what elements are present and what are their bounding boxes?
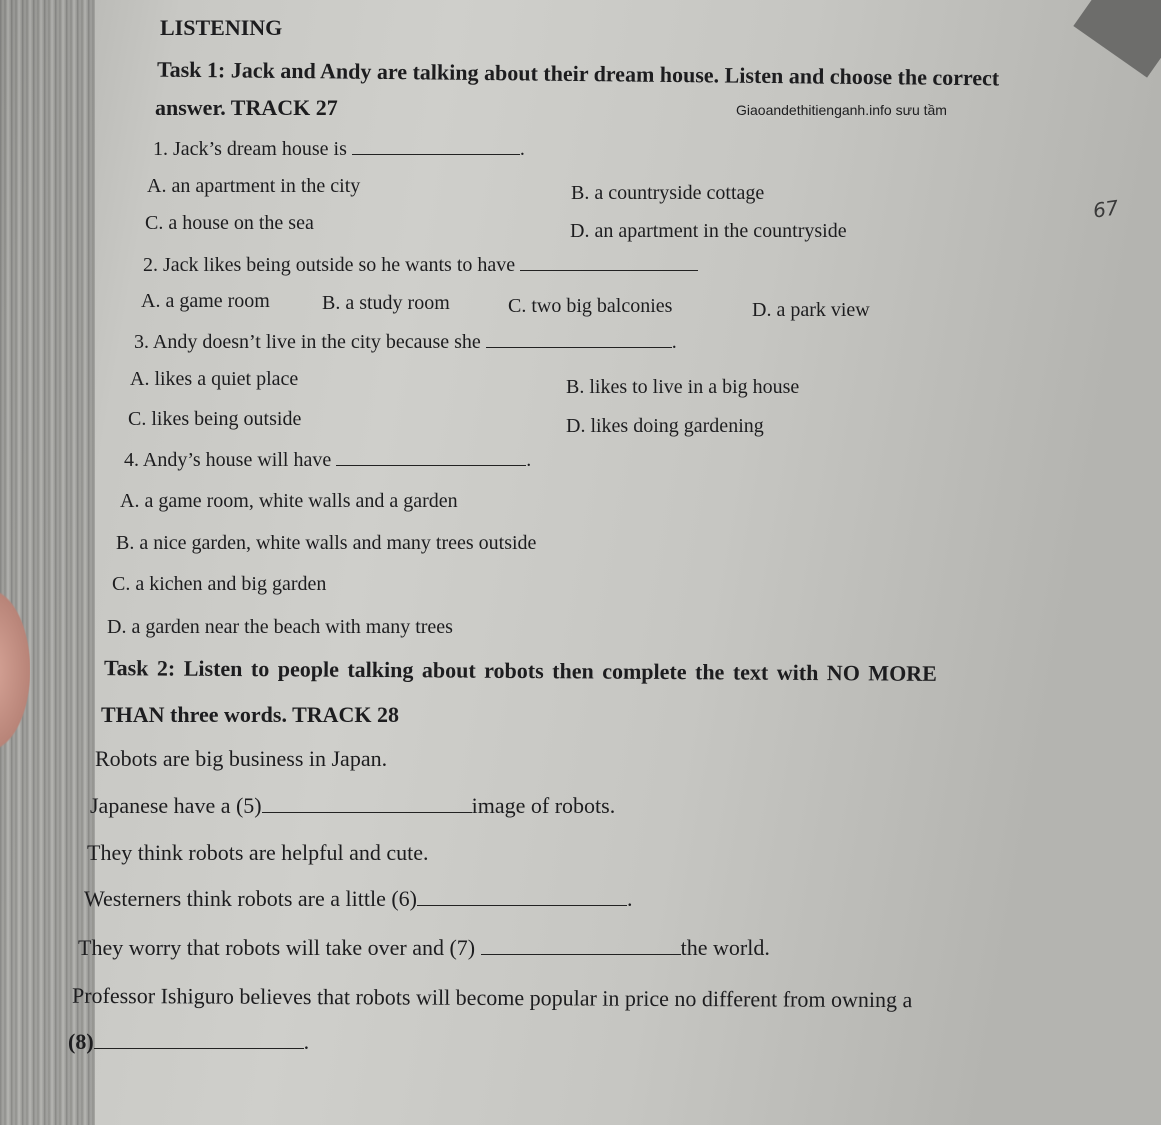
question-1-option-a[interactable]: A. an apartment in the city xyxy=(147,175,361,197)
text-line-5: They worry that robots will take over and (7) the world. xyxy=(78,935,770,960)
question-1-option-d[interactable]: D. an apartment in the countryside xyxy=(570,220,847,242)
section-heading: LISTENING xyxy=(160,15,283,40)
question-2-stem: 2. Jack likes being outside so he wants to have xyxy=(143,255,698,275)
blank-7[interactable] xyxy=(481,953,681,955)
question-2-option-b[interactable]: B. a study room xyxy=(322,292,450,314)
text-line-7: (8) . xyxy=(68,1029,310,1054)
question-4-option-c[interactable]: C. a kichen and big garden xyxy=(112,573,327,595)
text-line-4: Westerners think robots are a little (6) . xyxy=(84,886,633,911)
answer-blank[interactable] xyxy=(352,153,520,155)
question-3-option-c[interactable]: C. likes being outside xyxy=(128,408,302,430)
text-line-1: Robots are big business in Japan. xyxy=(95,746,388,771)
question-3-stem: 3. Andy doesn’t live in the city because she . xyxy=(134,331,677,353)
question-4-stem: 4. Andy’s house will have . xyxy=(124,449,532,471)
answer-blank[interactable] xyxy=(520,269,698,271)
page-corner-shadow xyxy=(1073,0,1161,78)
task1-title-line2: answer. TRACK 27 xyxy=(155,95,338,120)
answer-blank[interactable] xyxy=(336,464,526,466)
question-1-option-c[interactable]: C. a house on the sea xyxy=(145,212,314,234)
question-3-option-b[interactable]: B. likes to live in a big house xyxy=(566,376,800,398)
question-3-option-d[interactable]: D. likes doing gardening xyxy=(566,415,764,437)
source-note: Giaoandethitienganh.info sưu tầm xyxy=(736,102,947,118)
question-1-stem: 1. Jack’s dream house is . xyxy=(153,138,525,160)
text-line-3: They think robots are helpful and cute. xyxy=(87,840,429,865)
question-4-option-d[interactable]: D. a garden near the beach with many trees xyxy=(107,616,453,638)
question-2-option-c[interactable]: C. two big balconies xyxy=(508,295,673,317)
question-2-option-a[interactable]: A. a game room xyxy=(141,290,270,312)
question-4-option-a[interactable]: A. a game room, white walls and a garden xyxy=(120,490,458,512)
task2-title-line1: Task 2: Listen to people talking about robots then complete the text with NO MORE xyxy=(103,655,937,686)
handwritten-margin-mark: 67 xyxy=(1091,195,1120,223)
question-2-option-d[interactable]: D. a park view xyxy=(752,299,870,321)
question-4-option-b[interactable]: B. a nice garden, white walls and many trees outside xyxy=(116,532,537,554)
answer-blank[interactable] xyxy=(486,346,672,348)
text-line-6: Professor Ishiguro believes that robots will become popular in price no different from owning a xyxy=(71,982,913,1013)
blank-6[interactable] xyxy=(417,904,627,906)
question-1-option-b[interactable]: B. a countryside cottage xyxy=(571,182,765,204)
text-line-2: Japanese have a (5) image of robots. xyxy=(90,793,616,818)
blank-8[interactable] xyxy=(94,1047,304,1049)
blank-5[interactable] xyxy=(262,811,472,813)
task1-title-line1: Task 1: Jack and Andy are talking about their dream house. Listen and choose the correct xyxy=(156,56,1000,91)
task2-title-line2: THAN three words. TRACK 28 xyxy=(101,702,400,727)
question-3-option-a[interactable]: A. likes a quiet place xyxy=(130,368,299,390)
